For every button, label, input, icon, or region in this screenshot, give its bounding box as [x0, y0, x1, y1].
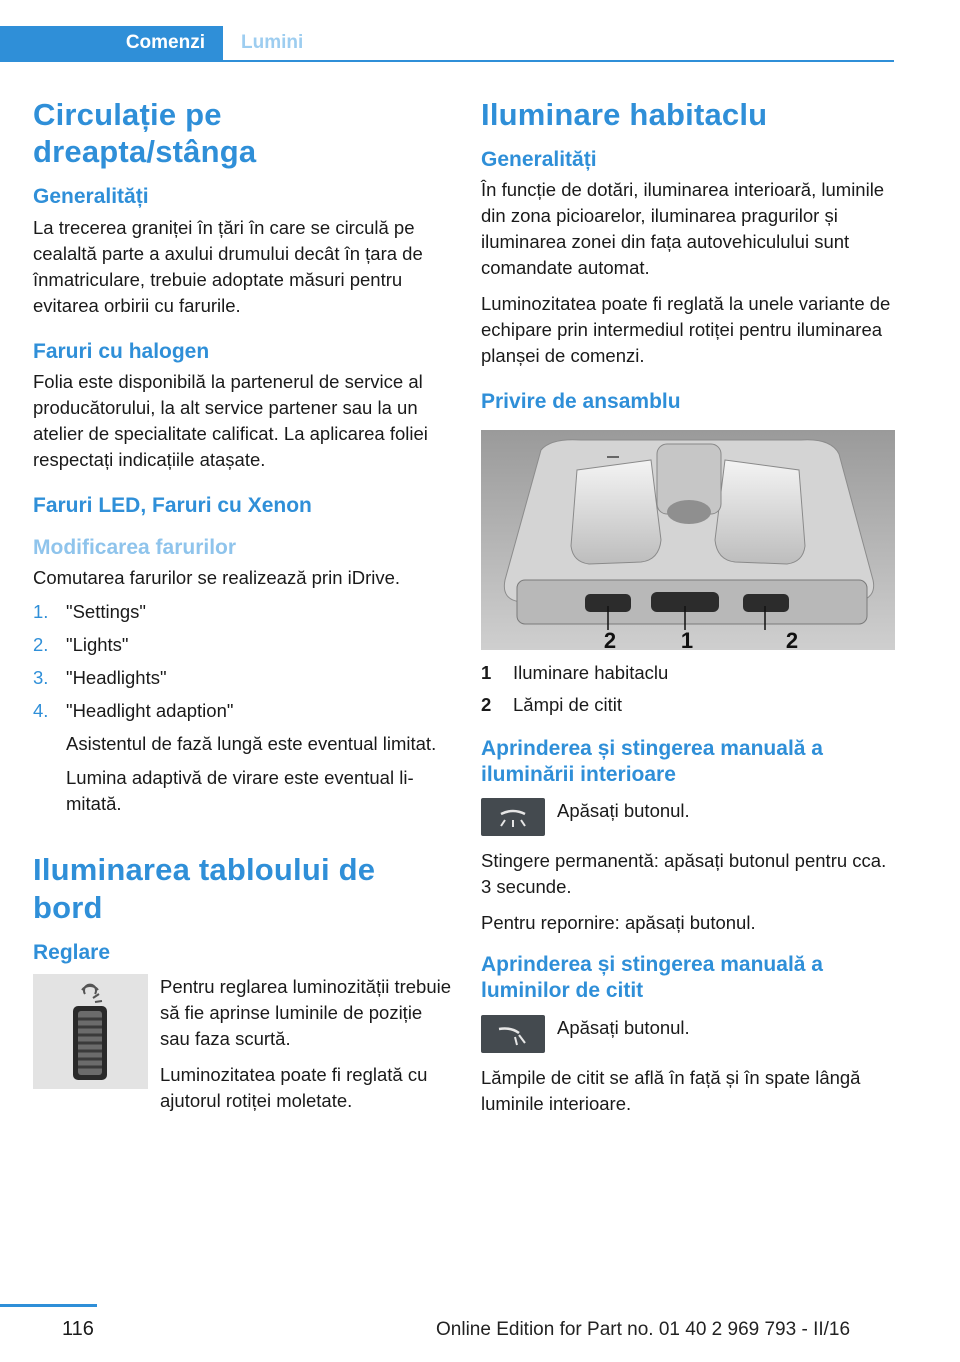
paragraph-interior-2: Pentru repornire: apăsați butonul.	[481, 912, 756, 934]
overhead-console-figure	[481, 430, 895, 650]
step-text: "Lights"	[66, 634, 129, 656]
step-number: 2.	[33, 634, 49, 656]
page-number: 116	[62, 1318, 94, 1340]
section-generalitati-left	[33, 184, 453, 318]
heading-halogen: Faruri cu halogen	[33, 339, 210, 363]
paragraph-generalitati: La trecerea graniței în țări în care se circulă pe cealaltă parte a axului drumului decât în țara de înmatriculare, trebuie adoptate măsuri pentru evitarea orbirii cu farurile.	[33, 216, 423, 316]
figure-label-left: 2	[603, 627, 617, 650]
edition-footer: Online Edition for Part no. 01 40 2 969 793 - II/16	[436, 1319, 851, 1340]
heading-lumini-citit: Aprinderea și stingerea manuală a luminilor de citit	[481, 953, 823, 1003]
left-column	[33, 96, 453, 1124]
legend-row	[481, 660, 897, 686]
step-number: 3.	[33, 667, 49, 689]
step-number: 1.	[33, 601, 49, 623]
legend-row	[481, 692, 897, 718]
section-generalitati-right	[481, 147, 897, 369]
heading-modificarea: Modificarea farurilor	[33, 536, 237, 560]
interior-button-row	[481, 798, 897, 836]
right-column	[481, 96, 897, 1127]
heading-circulatie: Circulație pe dreapta/stânga	[33, 97, 257, 170]
interior-light-button-icon	[481, 798, 545, 836]
tab-lumini[interactable]: Lumini	[241, 32, 304, 53]
heading-iluminare-interioara: Aprinderea și stingerea manuală a iluminării interioare	[481, 736, 823, 786]
interior-button-text: Apăsați butonul.	[557, 800, 690, 822]
citit-button-row	[481, 1015, 897, 1053]
heading-generalitati: Generalități	[33, 185, 149, 209]
figure-label-center: 1	[680, 627, 694, 650]
list-item	[33, 599, 453, 625]
paragraph-citit: Lămpile de citit se află în față și în spate lângă luminile interioare.	[481, 1066, 861, 1114]
heading-habitaclu: Iluminare habitaclu	[481, 97, 768, 132]
citit-button-text: Apăsați butonul.	[557, 1016, 690, 1038]
list-item	[33, 632, 453, 658]
tab-comenzi[interactable]: Comenzi	[0, 26, 223, 62]
paragraph-interior-1: Stingere permanentă: apăsați butonul pentru cca. 3 secunde.	[481, 850, 887, 898]
reglare-text	[160, 974, 453, 1124]
step-text: "Headlights"	[66, 667, 167, 689]
list-item	[33, 698, 453, 724]
section-halogen	[33, 339, 453, 473]
paragraph-generalitati-1: În funcție de dotări, iluminarea interioară, luminile din zona picioarelor, iluminarea pragurilor și iluminarea zonei din fața autovehiculului sunt comandate automat.	[481, 179, 885, 279]
legend-number: 1	[481, 661, 492, 683]
paragraph-modificarea: Comutarea farurilor se realizează prin iDrive.	[33, 567, 401, 589]
figure-label-right: 2	[785, 627, 799, 650]
step4-note-2: Lumina adaptivă de virare este eventual limitată.	[66, 767, 414, 815]
reading-light-button-icon	[481, 1015, 545, 1053]
reglare-block	[33, 974, 453, 1124]
legend-number: 2	[481, 693, 492, 715]
heading-led-xenon: Faruri LED, Faruri cu Xenon	[33, 493, 312, 517]
paragraph-generalitati-2: Luminozitatea poate fi reglată la unele variante de echipare prin intermediul rotiței pentru iluminarea planșei de comenzi.	[481, 293, 891, 367]
list-item	[33, 665, 453, 691]
paragraph-halogen: Folia este disponibilă la partenerul de service al producătorului, la alt service partener sau la un atelier de specialitate calificat. La aplicarea foliei respectați indicațiile atașate.	[33, 370, 428, 470]
footer-rule	[0, 1304, 97, 1307]
heading-reglare: Reglare	[33, 940, 111, 964]
step-number: 4.	[33, 700, 49, 722]
step-text: "Settings"	[66, 601, 146, 623]
step4-note-1: Asistentul de fază lungă este eventual limitat.	[66, 733, 437, 755]
steps-list	[33, 599, 453, 724]
heading-generalitati: Generalități	[481, 148, 597, 172]
paragraph-reglare-2: Luminozitatea poate fi reglată cu ajutorul rotiței moletate.	[160, 1064, 428, 1111]
legend-text: Iluminare habitaclu	[513, 661, 669, 683]
heading-privire: Privire de ansamblu	[481, 390, 681, 414]
chapter-tabs	[0, 26, 894, 62]
step-text: "Headlight adaption"	[66, 700, 234, 722]
section-modificarea	[33, 535, 453, 817]
heading-tablou-bord: Iluminarea tabloului de bord	[33, 852, 376, 925]
legend-text: Lămpi de citit	[513, 693, 622, 715]
dimmer-wheel-icon	[33, 974, 148, 1089]
figure-legend	[481, 660, 897, 718]
paragraph-reglare-1: Pentru reglarea luminozității trebuie să fie aprinse luminile de poziție sau faza scurtă.	[160, 976, 452, 1049]
